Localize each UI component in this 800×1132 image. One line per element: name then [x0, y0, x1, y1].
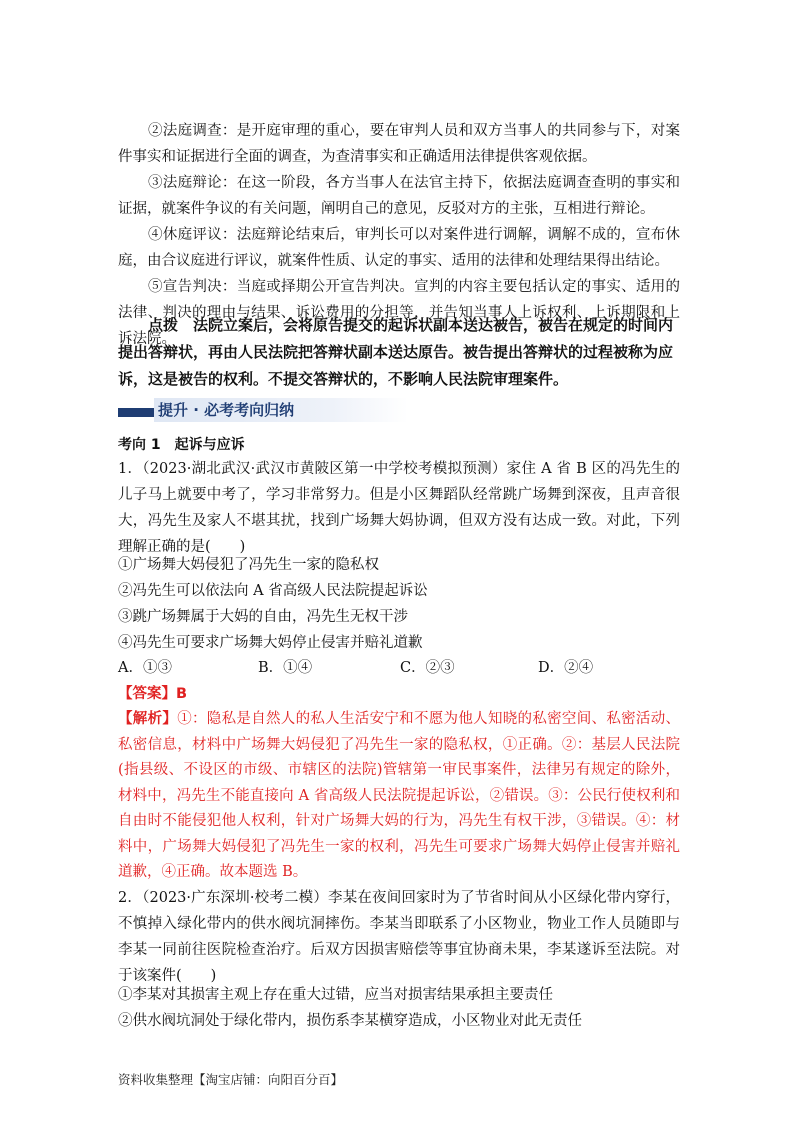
question-2-option-2: ②供水阀坑洞处于绿化带内，损伤系李某横穿造成，小区物业对此无责任: [118, 1013, 582, 1029]
paragraph-judgment: ⑤宣告判决：当庭或择期公开宣告判决。宣判的内容主要包括认定的事实、适用的法律、判决的理由与结果、诉讼费用的分担等，并告知当事人上诉权利、上诉期限和上诉法院。: [118, 279, 680, 347]
paragraph-recess-deliberation: ④休庭评议：法庭辩论结束后，审判长可以对案件进行调解，调解不成的，宣布休庭，由合议庭进行评议，就案件性质、认定的事实、适用的法律和处理结果得出结论。: [118, 227, 680, 269]
tip-paragraph: 点拨 法院立案后，会将原告提交的起诉状副本送达被告，被告在规定的时间内提出答辩状，再由人民法院把答辩状副本送达原告。被告提出答辩状的过程被称为应诉，这是被告的权利。不提交答辩状的，不影响人民法院审理案件。: [118, 316, 674, 388]
question-2-option-1: ①李某对其损害主观上存在重大过错，应当对损害结果承担主要责任: [118, 987, 553, 1003]
question-2-stem: 2．（2023·广东深圳·校考二模）李某在夜间回家时为了节省时间从小区绿化带内穿行，不慎掉入绿化带内的供水阀坑洞摔伤。李某当即联系了小区物业，物业工作人员随即与李某一同前往医院检查治疗。后双方因损害赔偿等事宜协商未果，李某遂诉至法院。对于该案件( ): [118, 890, 680, 984]
question-1-option-1: ①广场舞大妈侵犯了冯先生一家的隐私权: [118, 557, 379, 573]
question-1-option-4: ④冯先生可要求广场舞大妈停止侵害并赔礼道歉: [118, 635, 423, 651]
question-1-analysis: [118, 707, 680, 886]
question-1-option-3: ③跳广场舞属于大妈的自由，冯先生无权干涉: [118, 609, 408, 625]
question-1-answer: 【答案】B: [118, 686, 188, 702]
choice-d: D．②④: [538, 660, 594, 676]
choice-a: A．①③: [118, 660, 172, 676]
section-banner: [118, 398, 408, 422]
question-1-option-2: ②冯先生可以依法向 A 省高级人民法院提起诉讼: [118, 583, 428, 599]
page-footer: 资料收集整理【淘宝店铺：向阳百分百】: [118, 1072, 344, 1087]
section-heading: 考向 1 起诉与应诉: [118, 437, 245, 453]
question-1-choices: [118, 656, 678, 682]
banner-title: 提升 · 必考考向归纳: [154, 398, 408, 422]
question-1-stem: 1．（2023·湖北武汉·武汉市黄陂区第一中学校考模拟预测）家住 A 省 B 区的冯先生的儿子马上就要中考了，学习非常努力。但是小区舞蹈队经常跳广场舞到深夜，且声音很大，冯先生及家人不堪其扰，找到广场舞大妈协调，但双方没有达成一致。对此，下列理解正确的是( ): [118, 461, 680, 555]
banner-bar: [118, 408, 154, 417]
analysis-text: ①：隐私是自然人的私人生活安宁和不愿为他人知晓的私密空间、私密活动、私密信息，材料中广场舞大妈侵犯了冯先生一家的隐私权，①正确。②：基层人民法院(指县级、不设区的市级、市辖区的法院)管辖第一审民事案件，法律另有规定的除外，材料中，冯先生不能直接向 A 省高级人民法院提起诉讼，②错误。③：公民行使权利和自由时不能侵犯他人权利，针对广场舞大妈的行为，冯先生有权干涉，③错误。④：材料中，广场舞大妈侵犯了冯先生一家的权利，冯先生可要求广场舞大妈停止侵害并赔礼道歉，④正确。故本题选 B。: [118, 711, 681, 880]
choice-c: C．②③: [400, 660, 455, 676]
analysis-label: 【解析】: [118, 711, 178, 727]
paragraph-court-investigation: ②法庭调查：是开庭审理的重心，要在审判人员和双方当事人的共同参与下，对案件事实和证据进行全面的调查，为查清事实和正确适用法律提供客观依据。: [118, 123, 680, 165]
choice-b: B．①④: [258, 660, 313, 676]
paragraph-court-debate: ③法庭辩论：在这一阶段，各方当事人在法官主持下，依据法庭调查查明的事实和证据，就案件争议的有关问题，阐明自己的意见，反驳对方的主张，互相进行辩论。: [118, 175, 680, 217]
